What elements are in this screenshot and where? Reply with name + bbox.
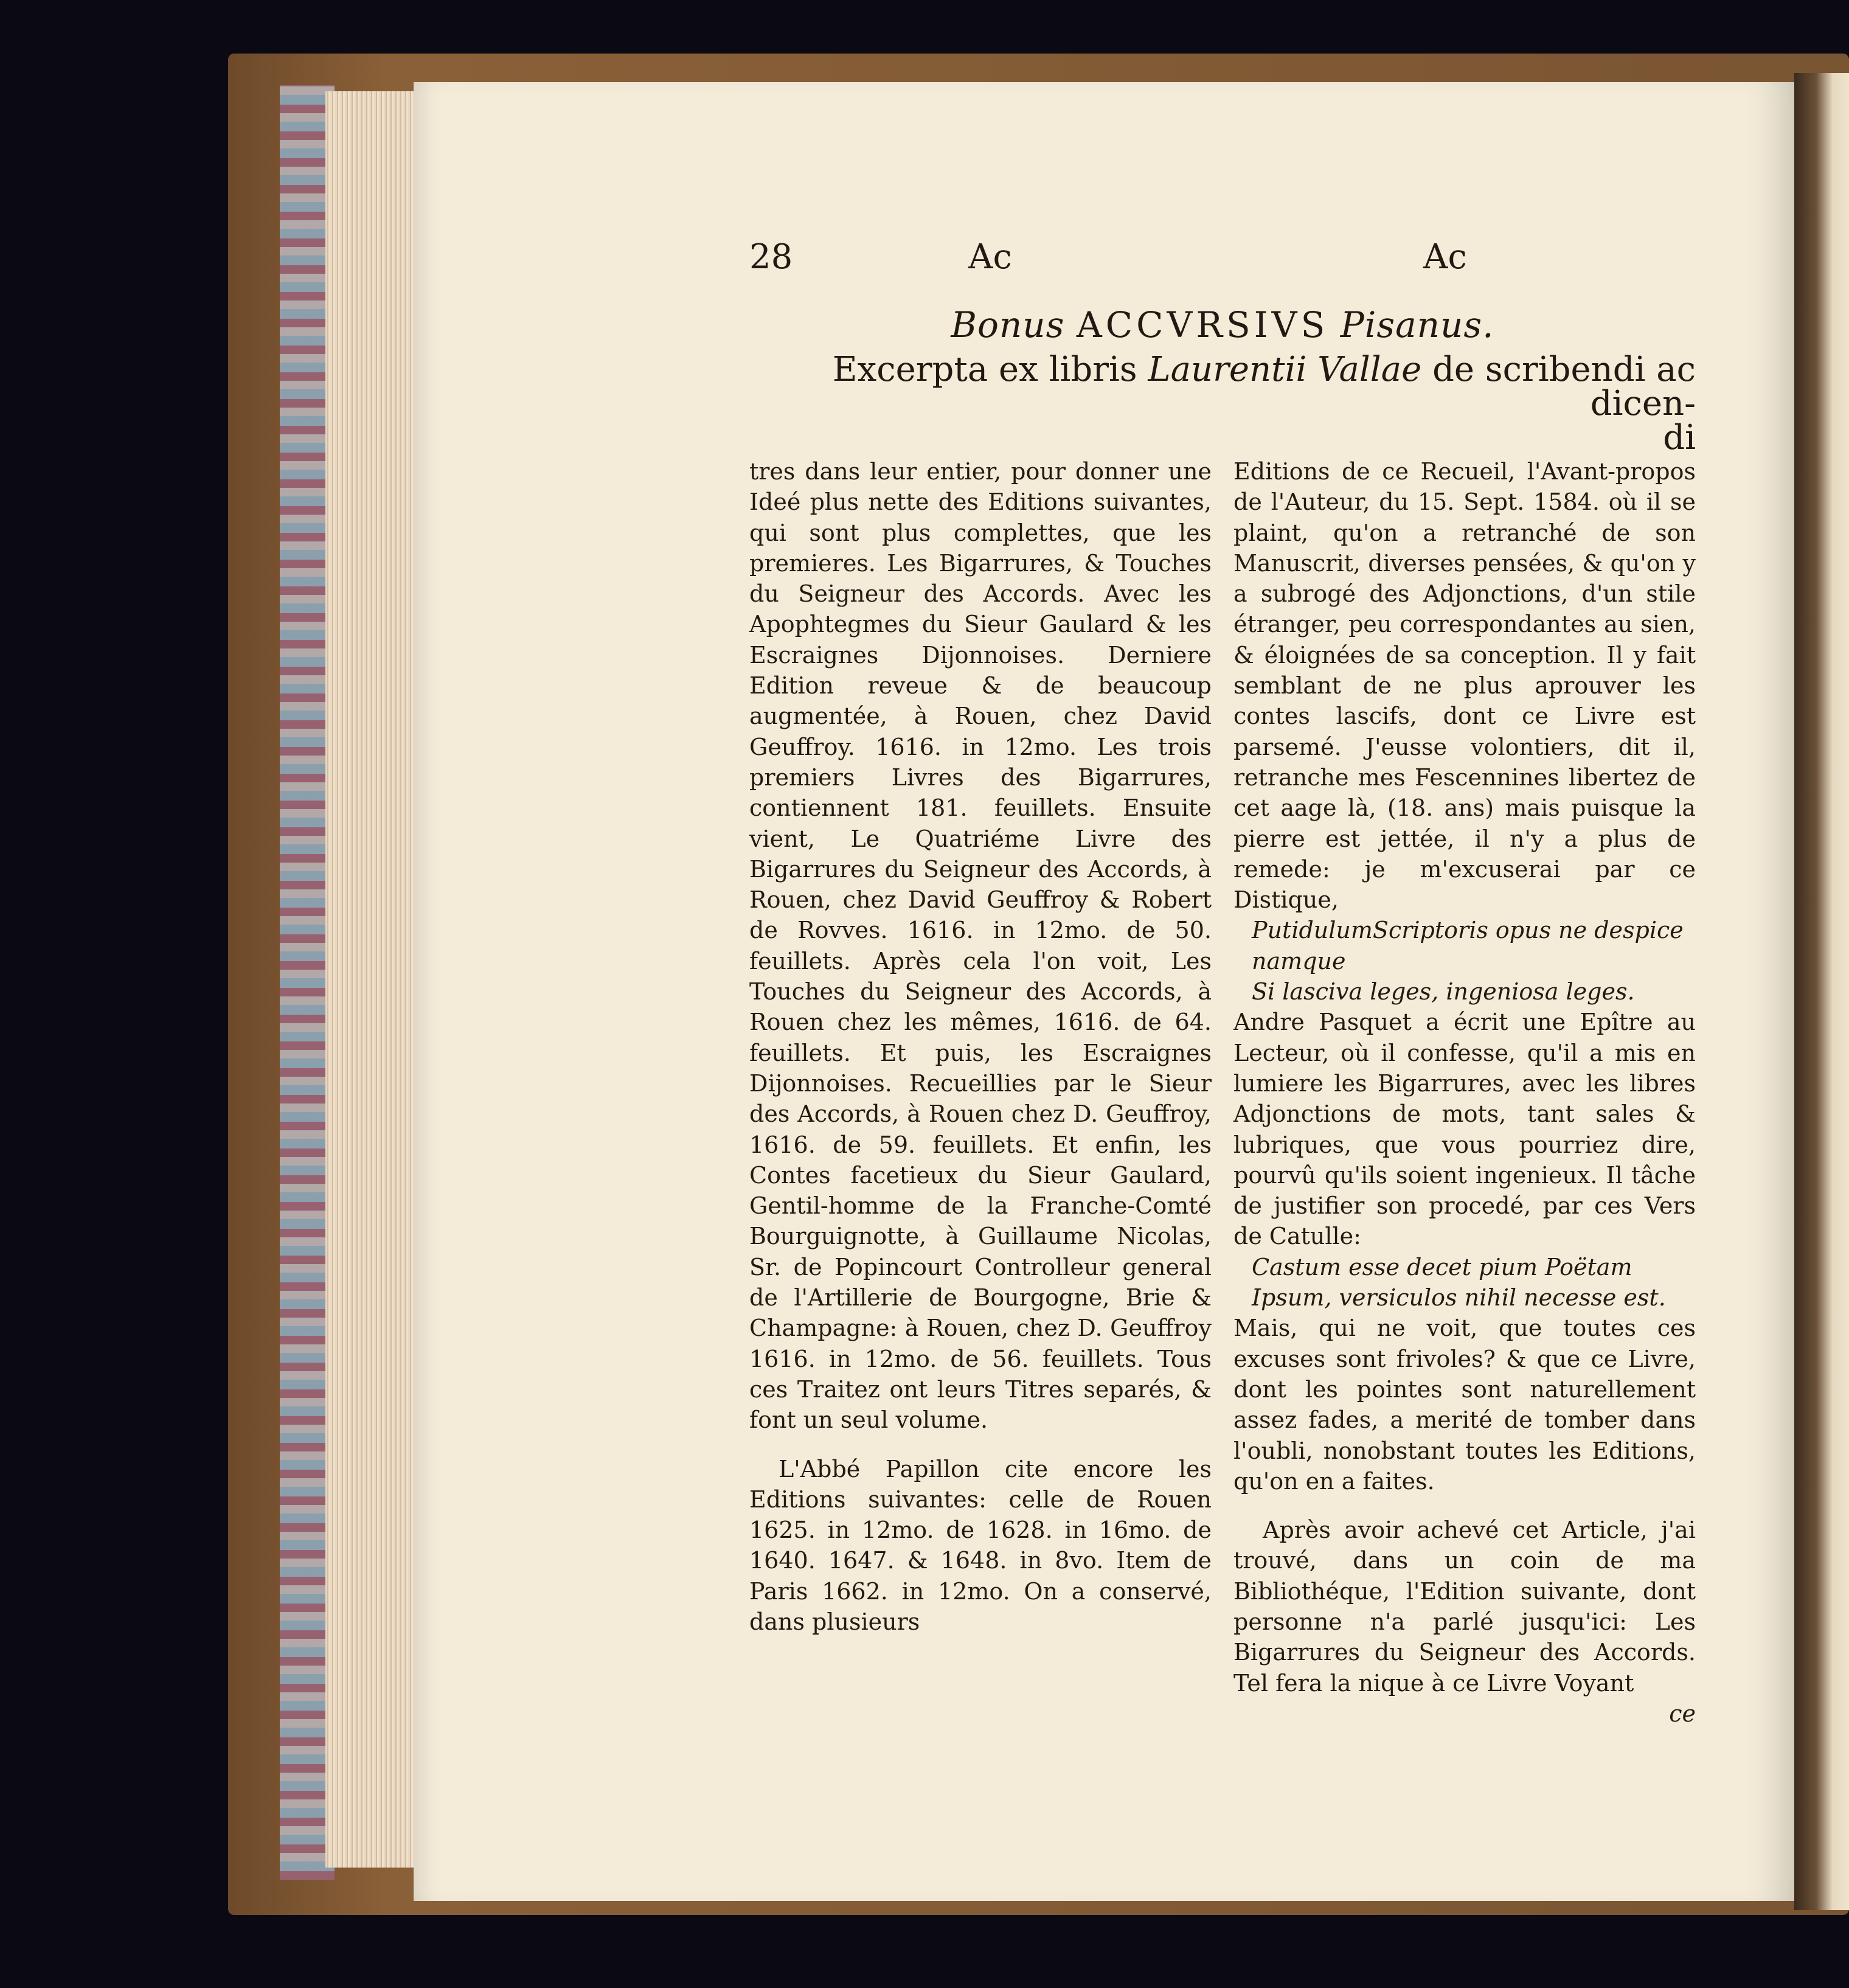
- verse-1-line-2: Si lasciva leges, ingeniosa leges.: [1252, 978, 1635, 1006]
- right-paragraph-4: Après avoir achevé cet Article, j'ai trouvé, dans un coin de ma Bibliothéque, l'Edition suivante, dont personne n'a parlé jusqu'ici: Les Bigarrures du Seigneur des Accords. Tel fera la nique à ce Livre Voyant: [1233, 1517, 1696, 1697]
- heading-name: ACCVRSIVS: [1076, 304, 1329, 346]
- page-edges: [325, 91, 417, 1868]
- left-paragraph-1: tres dans leur entier, pour donner une Ideé plus nette des Editions suivantes, qui sont plus complettes, que les premieres. Les Bigarrures, & Touches du Seigneur des Accords. Avec les Apophtegmes du Sieur Gaulard & les Escraignes Dijonnoises. Derniere Edition reveue & de beaucoup augmentée, à Rouen, chez David Geuffroy. 1616. in 12mo. Les trois premiers Livres des Bigarrures, contiennent 181. feuillets. Ensuite vient, Le Quatriéme Livre des Bigarrures du Seigneur des Accords, à Rouen, chez David Geuffroy & Robert de Rovves. 1616. in 12mo. de 50. feuillets. Après cela l'on voit, Les Touches du Seigneur des Accords, à Rouen chez les mêmes, 1616. de 64. feuillets. Et puis, les Escraignes Dijonnoises. Recueillies par le Sieur des Accords, à Rouen chez D. Geuffroy, 1616. de 59. feuillets. Et enfin, les Contes facetieux du Sieur Gaulard, Gentil-homme de la Franche-Comté Bourguignotte, à Guillaume Nicolas, Sr. de Popincourt Controlleur general de l'Artillerie de Bourgogne, Brie & Champagne: à Rouen, chez D. Geuffroy 1616. in 12mo. de 56. feuillets. Tous ces Traitez ont leurs Titres separés, & font un seul volume.: [749, 458, 1212, 1434]
- entry-subheading: [749, 350, 1696, 457]
- running-header: [749, 237, 1696, 286]
- subheading-continuation: di: [1663, 418, 1696, 457]
- verse-2-line-1: Castum esse decet pium Poëtam: [1252, 1253, 1632, 1281]
- right-paragraph-1: Editions de ce Recueil, l'Avant-propos de l'Auteur, du 15. Sept. 1584. où il se plaint, qu'on a retranché de son Manuscrit, diverses pensées, & qu'on y a subrogé des Adjonctions, d'un stile étranger, peu correspondantes au sien, & éloignées de sa conception. Il y fait semblant de ne plus aprouver les contes lascifs, dont ce Livre est parsemé. J'eusse volontiers, dit il, retranche mes Fescennines libertez de cet aage là, (18. ans) mais puisque la pierre est jettée, il n'y a plus de remede: je m'excuserai par ce Distique,: [1233, 458, 1696, 914]
- subheading-part2: de scribendi ac dicen-: [1432, 350, 1696, 423]
- heading-prefix: Bonus: [951, 304, 1065, 346]
- right-column: [1233, 456, 1696, 1729]
- running-head-right: Ac: [1423, 237, 1467, 277]
- subheading-italic: Laurentii Vallae: [1148, 350, 1422, 389]
- page-number: 28: [749, 237, 793, 277]
- book-gutter: [1794, 73, 1849, 1910]
- right-paragraph-2: Andre Pasquet a écrit une Epître au Lecteur, où il confesse, qu'il a mis en lumiere les Bigarrures, avec les libres Adjonctions de mots, tant sales & lubriques, que vous pourriez dire, pourvû qu'ils soient ingenieux. Il tâche de justifier son procedé, par ces Vers de Catulle:: [1233, 1009, 1696, 1250]
- left-paragraph-2: L'Abbé Papillon cite encore les Editions suivantes: celle de Rouen 1625. in 12mo. de 1628. in 16mo. de 1640. 1647. & 1648. in 8vo. Item de Paris 1662. in 12mo. On a conservé, dans plusieurs: [749, 1455, 1212, 1635]
- catchword: ce: [1669, 1700, 1696, 1727]
- subheading-part1: Excerpta ex libris: [832, 350, 1137, 389]
- verse-2-line-2: Ipsum, versiculos nihil necesse est.: [1252, 1284, 1666, 1312]
- left-column: [749, 456, 1212, 1637]
- heading-suffix: Pisanus.: [1340, 304, 1494, 346]
- verse-1-line-1: PutidulumScriptoris opus ne despice namque: [1252, 917, 1684, 975]
- running-head-left: Ac: [968, 237, 1012, 277]
- right-paragraph-3: Mais, qui ne voit, que toutes ces excuses sont frivoles? & que ce Livre, dont les pointes sont naturellement assez fades, a merité de tomber dans l'oubli, nonobstant toutes les Editions, qu'on en a faites.: [1233, 1315, 1696, 1495]
- entry-heading: [749, 304, 1696, 346]
